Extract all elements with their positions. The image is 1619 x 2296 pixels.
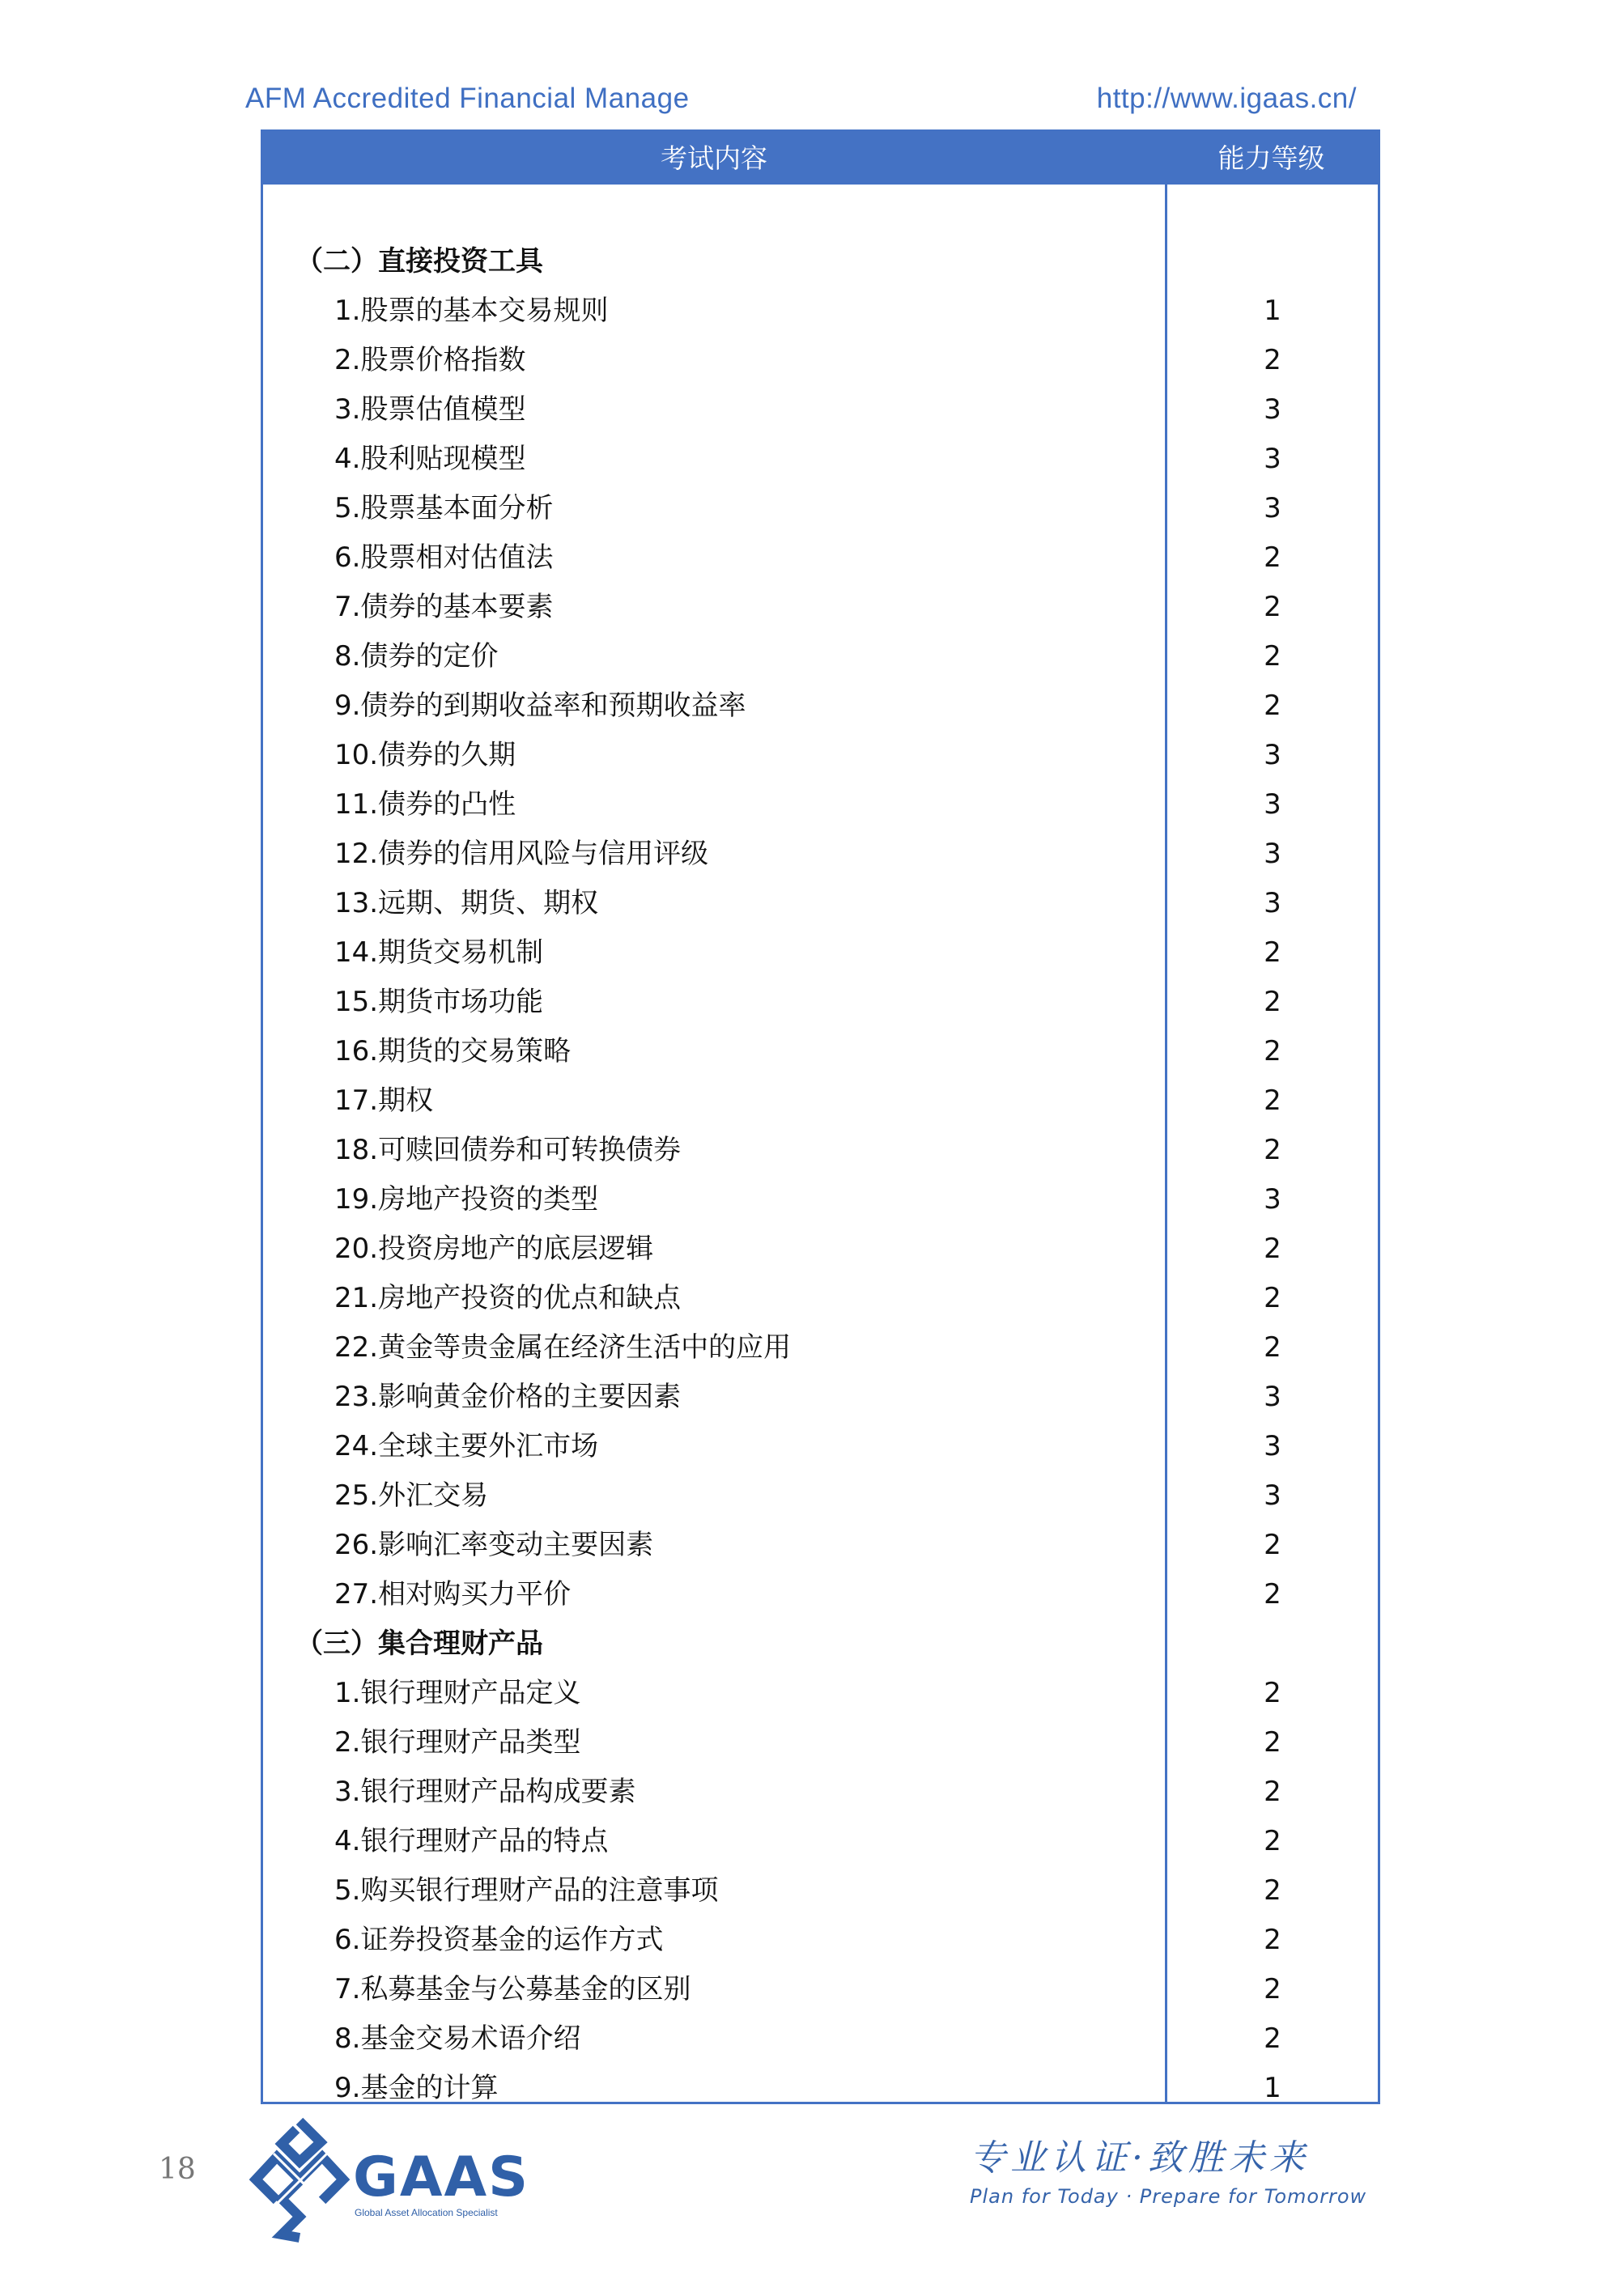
ability-level: 2 <box>1264 2022 1281 2055</box>
column-header-level: 能力等级 <box>1217 142 1325 174</box>
topic-label: 7.私募基金与公募基金的区别 <box>334 1973 691 2005</box>
topic-label: 8.基金交易术语介绍 <box>334 2022 581 2055</box>
table-row <box>263 879 1378 928</box>
table-row <box>263 1076 1378 1126</box>
table-row <box>263 1027 1378 1076</box>
ability-level: 2 <box>1264 1282 1281 1314</box>
topic-label: 25.外汇交易 <box>334 1479 489 1512</box>
table-header <box>263 132 1378 185</box>
ability-level: 2 <box>1264 1924 1281 1956</box>
slogan-chinese: 专业认证·致胜未来 <box>970 2137 1310 2179</box>
table-row <box>263 1471 1378 1521</box>
topic-label: 1.股票的基本交易规则 <box>334 295 609 327</box>
table-row <box>263 1768 1378 1817</box>
ability-level: 2 <box>1264 1776 1281 1808</box>
table-row <box>263 2064 1378 2113</box>
topic-label: 6.股票相对估值法 <box>334 541 554 574</box>
table-row <box>263 385 1378 435</box>
ability-level: 2 <box>1264 1035 1281 1067</box>
table-row <box>263 2014 1378 2064</box>
ability-level: 3 <box>1264 1479 1281 1512</box>
table-row <box>263 1274 1378 1323</box>
topic-label: 22.黄金等贵金属在经济生活中的应用 <box>334 1331 792 1364</box>
ability-level: 2 <box>1264 1578 1281 1611</box>
topic-label: 8.债券的定价 <box>334 640 499 673</box>
table-row <box>263 731 1378 780</box>
table-row <box>263 1965 1378 2014</box>
column-header-content: 考试内容 <box>661 142 767 174</box>
table-row <box>263 830 1378 879</box>
logo-subtitle: Global Asset Allocation Specialist <box>355 2207 498 2218</box>
table-row <box>263 1718 1378 1768</box>
table-row <box>263 978 1378 1027</box>
ability-level: 2 <box>1264 690 1281 722</box>
ability-level: 2 <box>1264 1233 1281 1265</box>
topic-label: 3.股票估值模型 <box>334 393 526 426</box>
table-row <box>263 435 1378 484</box>
section-title: （三）集合理财产品 <box>295 1628 543 1660</box>
topic-label: 2.股票价格指数 <box>334 344 526 376</box>
table-row <box>263 286 1378 336</box>
table-row <box>263 336 1378 385</box>
ability-level: 2 <box>1264 1874 1281 1907</box>
topic-label: 9.基金的计算 <box>334 2072 499 2104</box>
topic-label: 3.银行理财产品构成要素 <box>334 1776 636 1808</box>
topic-label: 5.购买银行理财产品的注意事项 <box>334 1874 719 1907</box>
table-row <box>263 1175 1378 1224</box>
gaas-logo <box>249 2115 530 2244</box>
header-url: http://www.igaas.cn/ <box>1096 83 1357 114</box>
table-row <box>263 1422 1378 1471</box>
topic-label: 7.债券的基本要素 <box>334 591 554 623</box>
ability-level: 2 <box>1264 1529 1281 1561</box>
gaas-emblem-icon <box>249 2115 351 2244</box>
topic-label: 6.证券投资基金的运作方式 <box>334 1924 664 1956</box>
table-row <box>263 1669 1378 1718</box>
topic-label: 16.期货的交易策略 <box>334 1035 572 1067</box>
topic-label: 4.股利贴现模型 <box>334 443 526 475</box>
topic-label: 20.投资房地产的底层逻辑 <box>334 1233 654 1265</box>
topic-label: 19.房地产投资的类型 <box>334 1183 599 1216</box>
topic-label: 2.银行理财产品类型 <box>334 1726 581 1759</box>
ability-level: 2 <box>1264 541 1281 574</box>
ability-level: 3 <box>1264 739 1281 771</box>
ability-level: 2 <box>1264 591 1281 623</box>
ability-level: 2 <box>1264 344 1281 376</box>
syllabus-table <box>261 129 1380 2104</box>
table-row <box>263 1916 1378 1965</box>
topic-label: 14.期货交易机制 <box>334 936 544 969</box>
topic-label: 10.债券的久期 <box>334 739 516 771</box>
section-heading-row <box>263 1619 1378 1669</box>
logo-wordmark: GAAS <box>353 2145 530 2209</box>
table-row <box>263 1570 1378 1619</box>
ability-level: 3 <box>1264 788 1281 821</box>
section-title: （二）直接投资工具 <box>295 245 543 278</box>
header-title: AFM Accredited Financial Manage <box>245 83 690 114</box>
topic-label: 27.相对购买力平价 <box>334 1578 572 1611</box>
topic-label: 13.远期、期货、期权 <box>334 887 599 919</box>
table-row <box>263 1521 1378 1570</box>
topic-label: 17.期权 <box>334 1084 434 1117</box>
ability-level: 2 <box>1264 1726 1281 1759</box>
table-row <box>263 632 1378 681</box>
ability-level: 3 <box>1264 393 1281 426</box>
ability-level: 1 <box>1264 2072 1281 2104</box>
table-row <box>263 1817 1378 1866</box>
table-row <box>263 681 1378 731</box>
table-row <box>263 583 1378 632</box>
slogan-english: Plan for Today · Prepare for Tomorrow <box>970 2185 1367 2208</box>
ability-level: 2 <box>1264 640 1281 673</box>
topic-label: 24.全球主要外汇市场 <box>334 1430 599 1462</box>
ability-level: 3 <box>1264 1183 1281 1216</box>
topic-label: 26.影响汇率变动主要因素 <box>334 1529 654 1561</box>
table-row <box>263 928 1378 978</box>
ability-level: 2 <box>1264 986 1281 1018</box>
ability-level: 3 <box>1264 887 1281 919</box>
table-row <box>263 1224 1378 1274</box>
topic-label: 18.可赎回债券和可转换债券 <box>334 1134 682 1166</box>
table-row <box>263 780 1378 830</box>
slogan <box>970 2128 1367 2208</box>
table-row <box>263 1323 1378 1373</box>
table-row <box>263 484 1378 533</box>
topic-label: 21.房地产投资的优点和缺点 <box>334 1282 682 1314</box>
page-number: 18 <box>159 2153 196 2186</box>
ability-level: 3 <box>1264 492 1281 524</box>
topic-label: 11.债券的凸性 <box>334 788 516 821</box>
topic-label: 12.债券的信用风险与信用评级 <box>334 838 709 870</box>
topic-label: 5.股票基本面分析 <box>334 492 554 524</box>
ability-level: 2 <box>1264 1134 1281 1166</box>
topic-label: 1.银行理财产品定义 <box>334 1677 581 1709</box>
ability-level: 2 <box>1264 1084 1281 1117</box>
table-row <box>263 1126 1378 1175</box>
ability-level: 3 <box>1264 1381 1281 1413</box>
ability-level: 2 <box>1264 936 1281 969</box>
ability-level: 3 <box>1264 443 1281 475</box>
table-row <box>263 533 1378 583</box>
table-row <box>263 1866 1378 1916</box>
topic-label: 15.期货市场功能 <box>334 986 544 1018</box>
table-row <box>263 1373 1378 1422</box>
ability-level: 2 <box>1264 1331 1281 1364</box>
ability-level: 2 <box>1264 1677 1281 1709</box>
ability-level: 1 <box>1264 295 1281 327</box>
ability-level: 2 <box>1264 1973 1281 2005</box>
topic-label: 4.银行理财产品的特点 <box>334 1825 609 1857</box>
section-heading-row <box>263 237 1378 286</box>
topic-label: 9.债券的到期收益率和预期收益率 <box>334 690 746 722</box>
ability-level: 2 <box>1264 1825 1281 1857</box>
ability-level: 3 <box>1264 838 1281 870</box>
topic-label: 23.影响黄金价格的主要因素 <box>334 1381 682 1413</box>
ability-level: 3 <box>1264 1430 1281 1462</box>
